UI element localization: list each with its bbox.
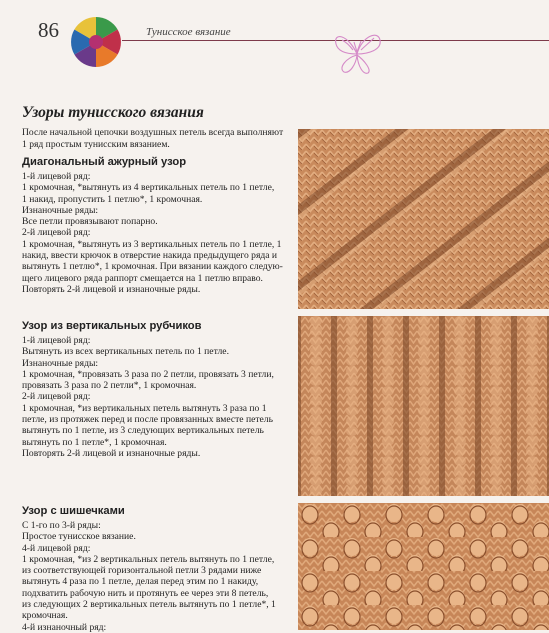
instruction-line: 1 кромочная, *вытянуть из 3 вертикальных петель по 1 петле, 1	[22, 238, 282, 250]
instruction-line: Повторять 2-й лицевой и изнаночные ряды.	[22, 447, 201, 459]
pattern-instructions	[22, 171, 294, 295]
pattern-title: Узор из вертикальных рубчиков	[22, 320, 202, 332]
diagonal-pattern-photo	[298, 129, 549, 309]
instruction-line: подхватить рабочую нить и протянуть ее через эти 8 петель,	[22, 587, 269, 599]
instruction-line: 1 накид, пропустить 1 петлю*, 1 кромочная.	[22, 193, 203, 205]
instruction-line: Вытянуть из всех вертикальных петель по 1 петле.	[22, 346, 229, 358]
pattern-instructions	[22, 520, 294, 633]
instruction-line: 4-й лицевой ряд:	[22, 542, 91, 554]
instruction-line: 2-й лицевой ряд:	[22, 227, 91, 239]
vertical-ribs-photo	[298, 316, 549, 496]
yarn-ball-logo	[68, 14, 124, 70]
instruction-line: С 1-го по 3-й ряды:	[22, 520, 101, 531]
instruction-line: 1-й лицевой ряд:	[22, 171, 91, 182]
pattern-title: Диагональный ажурный узор	[22, 156, 187, 168]
article-title: Узоры тунисского вязания	[22, 104, 204, 121]
pattern-bobbles	[22, 505, 294, 633]
instruction-line: 4-й изнаночный ряд:	[22, 621, 107, 633]
instruction-line: кромочная.	[22, 610, 68, 622]
instruction-line: щего лицевого ряда раппорт смещается на 1 петлю вправо.	[22, 272, 263, 284]
instruction-line: 1-й лицевой ряд:	[22, 335, 91, 346]
page-number: 86	[38, 18, 59, 42]
instruction-line: Изнаночные ряды:	[22, 204, 99, 216]
instruction-line: Все петли провязывают попарно.	[22, 216, 158, 228]
instruction-line: Простое тунисское вязание.	[22, 531, 136, 543]
instruction-line: 1 кромочная, *из 2 вертикальных петель вытянуть по 1 петле,	[22, 553, 275, 565]
instruction-line: из следующих 2 вертикальных петель вытянуть по 1 петле*, 1	[22, 599, 276, 611]
instruction-line: накид, ввести крючок в отверстие накида предыдущего ряда и	[22, 250, 278, 262]
instruction-line: вытянуть 1 петлю*, 1 кромочная. При вязании каждого следую-	[22, 261, 283, 273]
section-title: Тунисское вязание	[146, 26, 231, 38]
instruction-line: вытянуть 4 раза по 1 петле, делая перед этим по 1 накиду,	[22, 576, 259, 588]
instruction-line: 1 кромочная, *провязать 3 раза по 2 петли, провязать 3 петли,	[22, 368, 274, 380]
instruction-line: 1 кромочная, *из вертикальных петель вытянуть 3 раза по 1	[22, 402, 267, 414]
instruction-line: вытянуть по 1 петле*, 1 кромочная.	[22, 436, 167, 448]
pattern-instructions	[22, 335, 294, 459]
instruction-line: петле, из протяжек перед и после провязанных вместе петель	[22, 414, 273, 426]
instruction-line: провязать 3 раза по 2 петли*, 1 кромочная.	[22, 380, 197, 392]
intro-text: После начальной цепочки воздушных петель всегда выполняют 1 ряд простым тунисским вязанием.	[22, 127, 284, 150]
bobbles-pattern-photo	[298, 503, 549, 630]
instruction-line: вытянуть по 1 петле, из 3 следующих вертикальных петель	[22, 425, 264, 437]
instruction-line: 1 кромочная, *вытянуть из 4 вертикальных петель по 1 петле,	[22, 182, 275, 194]
pattern-title: Узор с шишечками	[22, 505, 125, 517]
instruction-line: Повторять 2-й лицевой и изнаночные ряды.	[22, 283, 201, 295]
pattern-diagonal-openwork	[22, 156, 294, 295]
page-header	[0, 0, 549, 60]
instruction-line: 2-й лицевой ряд:	[22, 391, 91, 403]
butterfly-icon	[330, 28, 386, 76]
instruction-line: Изнаночные ряды:	[22, 357, 99, 369]
pattern-vertical-ribs	[22, 320, 294, 459]
instruction-line: из соответствующей горизонтальной петли 3 рядами ниже	[22, 565, 262, 577]
